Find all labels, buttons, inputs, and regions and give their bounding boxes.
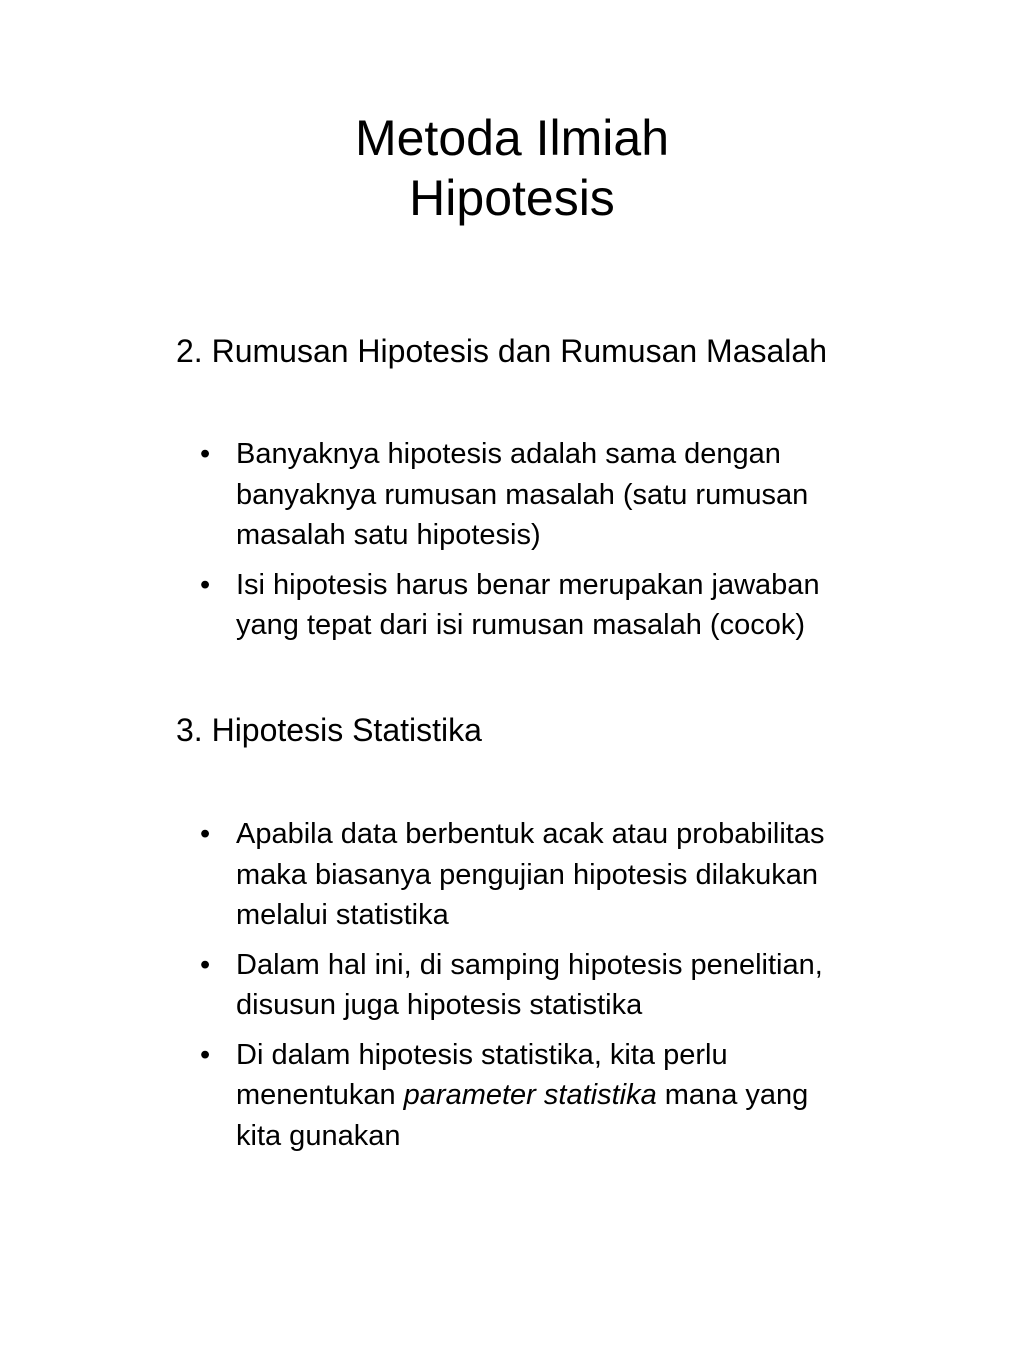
section-heading-rumusan: 2. Rumusan Hipotesis dan Rumusan Masalah <box>176 333 827 369</box>
bullet-text-line: melalui statistika <box>236 899 449 931</box>
title-line-2: Hipotesis <box>409 170 615 226</box>
bullet-item <box>200 1035 960 1157</box>
bullet-marker: • <box>200 818 211 850</box>
slide-title <box>0 108 1024 228</box>
bullet-text-line: Apabila data berbentuk acak atau probabilitas <box>236 818 825 850</box>
bullet-text-line: Isi hipotesis harus benar merupakan jawaban <box>236 568 820 601</box>
bullet-marker: • <box>200 948 211 981</box>
bullet-item <box>200 434 960 556</box>
bullet-text-line: disusun juga hipotesis statistika <box>236 989 643 1021</box>
bullet-text-line: masalah satu hipotesis) <box>236 519 541 551</box>
bullet-marker: • <box>200 568 211 601</box>
section-heading-statistika: 3. Hipotesis Statistika <box>176 712 482 748</box>
bullet-text-line: Di dalam hipotesis statistika, kita perlu <box>236 1038 728 1071</box>
bullet-text-segment: menentukan <box>236 1079 404 1111</box>
bullet-item <box>200 565 960 646</box>
bullet-marker: • <box>200 438 211 470</box>
bullet-item <box>200 945 960 1026</box>
bullet-text-line: banyaknya rumusan masalah (satu rumusan <box>236 478 809 511</box>
bullet-text-line: Dalam hal ini, di samping hipotesis penelitian, <box>236 948 823 981</box>
title-line-1: Metoda Ilmiah <box>354 110 670 166</box>
emphasis-parameter-statistika: parameter statistika <box>403 1079 657 1111</box>
bullet-text-line <box>236 1075 960 1116</box>
bullet-text-segment: mana yang <box>656 1079 809 1111</box>
bullet-text-line: kita gunakan <box>236 1119 401 1152</box>
bullet-marker: • <box>200 1038 211 1071</box>
bullet-list-rumusan <box>200 434 960 655</box>
bullet-text-line: Banyaknya hipotesis adalah sama dengan <box>236 438 781 470</box>
bullet-list-statistika <box>200 814 960 1165</box>
bullet-text-line: yang tepat dari isi rumusan masalah (cocok) <box>236 609 805 641</box>
bullet-text-line: maka biasanya pengujian hipotesis dilakukan <box>236 858 818 891</box>
bullet-item <box>200 814 960 936</box>
